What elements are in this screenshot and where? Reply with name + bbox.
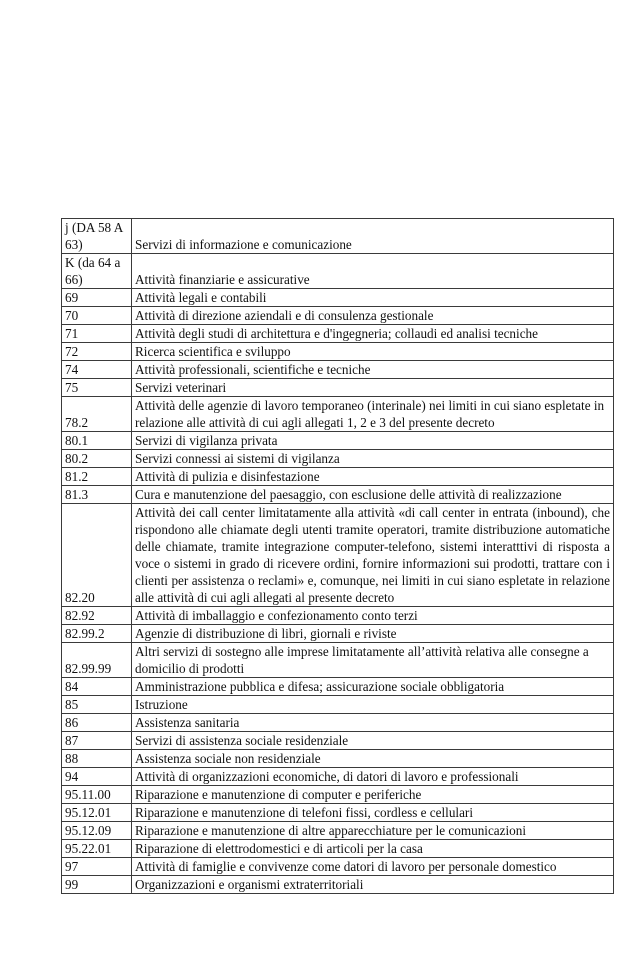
activity-description-cell: Riparazione di elettrodomestici e di articoli per la casa [132, 840, 614, 858]
table-row [62, 625, 614, 643]
activity-description-cell: Attività finanziarie e assicurative [132, 254, 614, 289]
activity-description-cell: Servizi veterinari [132, 379, 614, 397]
activity-description-cell: Cura e manutenzione del paesaggio, con esclusione delle attività di realizzazione [132, 486, 614, 504]
table-row [62, 804, 614, 822]
activity-description-cell: Organizzazioni e organismi extraterritoriali [132, 876, 614, 894]
activity-description-cell: Attività degli studi di architettura e d'ingegneria; collaudi ed analisi tecniche [132, 325, 614, 343]
ateco-code-cell: 72 [62, 343, 132, 361]
ateco-code-cell: 75 [62, 379, 132, 397]
ateco-code-cell: 84 [62, 678, 132, 696]
ateco-code-cell: 85 [62, 696, 132, 714]
ateco-code-cell: 71 [62, 325, 132, 343]
activity-description-cell: Attività di imballaggio e confezionamento conto terzi [132, 607, 614, 625]
table-row [62, 254, 614, 289]
table-row [62, 858, 614, 876]
activity-description-cell: Servizi connessi ai sistemi di vigilanza [132, 450, 614, 468]
activity-description-cell: Attività delle agenzie di lavoro temporaneo (interinale) nei limiti in cui siano espletate in relazione alle attività di cui agli allegati 1, 2 e 3 del presente decreto [132, 397, 614, 432]
activity-description-cell: Riparazione e manutenzione di telefoni fissi, cordless e cellulari [132, 804, 614, 822]
activity-description-cell: Servizi di vigilanza privata [132, 432, 614, 450]
table-row [62, 450, 614, 468]
table-row [62, 361, 614, 379]
ateco-code-cell: j (DA 58 A 63) [62, 219, 132, 254]
ateco-code-cell: 97 [62, 858, 132, 876]
ateco-code-cell: 99 [62, 876, 132, 894]
activity-description-cell: Assistenza sociale non residenziale [132, 750, 614, 768]
table-row [62, 607, 614, 625]
ateco-code-cell: 87 [62, 732, 132, 750]
table-row [62, 876, 614, 894]
ateco-code-cell: 81.2 [62, 468, 132, 486]
activity-description-cell: Servizi di informazione e comunicazione [132, 219, 614, 254]
table-row [62, 325, 614, 343]
ateco-code-cell: 82.92 [62, 607, 132, 625]
activity-description-cell: Altri servizi di sostegno alle imprese limitatamente all’attività relativa alle consegne a domicilio di prodotti [132, 643, 614, 678]
activity-description-cell: Attività dei call center limitatamente alla attività «di call center in entrata (inbound), che rispondono alle chiamate degli utenti tramite operatori, tramite distribuzione automatiche delle chiamate, tramite integrazione computer-telefono, sistemi interatttivi di risposta a voce o sistemi in grado di ricevere ordini, fornire informazioni sui prodotti, trattare con i clienti per assistenza o reclami» e, comunque, nei limiti in cui siano espletate in relazione alle attività di cui agli allegati al presente decreto [132, 504, 614, 607]
table-row [62, 840, 614, 858]
ateco-code-cell: 94 [62, 768, 132, 786]
table-row [62, 768, 614, 786]
table-row [62, 750, 614, 768]
table-row [62, 343, 614, 361]
ateco-code-cell: 82.20 [62, 504, 132, 607]
activity-description-cell: Assistenza sanitaria [132, 714, 614, 732]
ateco-code-cell: 95.11.00 [62, 786, 132, 804]
activity-description-cell: Riparazione e manutenzione di computer e periferiche [132, 786, 614, 804]
ateco-code-cell: 78.2 [62, 397, 132, 432]
table-row [62, 307, 614, 325]
activity-description-cell: Istruzione [132, 696, 614, 714]
ateco-codes-table [61, 218, 614, 894]
table-row [62, 714, 614, 732]
activity-description-cell: Attività di pulizia e disinfestazione [132, 468, 614, 486]
ateco-code-cell: 74 [62, 361, 132, 379]
table-row [62, 678, 614, 696]
activity-description-cell: Attività professionali, scientifiche e tecniche [132, 361, 614, 379]
table-row [62, 732, 614, 750]
table-row [62, 432, 614, 450]
table-row [62, 696, 614, 714]
activity-description-cell: Ricerca scientifica e sviluppo [132, 343, 614, 361]
ateco-code-cell: 69 [62, 289, 132, 307]
table-row [62, 504, 614, 607]
ateco-code-cell: 80.1 [62, 432, 132, 450]
activity-description-cell: Servizi di assistenza sociale residenziale [132, 732, 614, 750]
activity-description-cell: Amministrazione pubblica e difesa; assicurazione sociale obbligatoria [132, 678, 614, 696]
table-row [62, 822, 614, 840]
table-row [62, 486, 614, 504]
table-row [62, 786, 614, 804]
table-row [62, 289, 614, 307]
ateco-code-cell: 80.2 [62, 450, 132, 468]
ateco-code-cell: 82.99.2 [62, 625, 132, 643]
activity-description-cell: Attività di direzione aziendali e di consulenza gestionale [132, 307, 614, 325]
ateco-code-cell: 95.12.01 [62, 804, 132, 822]
ateco-code-cell: 88 [62, 750, 132, 768]
activity-description-cell: Attività di famiglie e convivenze come datori di lavoro per personale domestico [132, 858, 614, 876]
ateco-code-cell: 95.12.09 [62, 822, 132, 840]
activity-description-cell: Riparazione e manutenzione di altre apparecchiature per le comunicazioni [132, 822, 614, 840]
activity-description-cell: Agenzie di distribuzione di libri, giornali e riviste [132, 625, 614, 643]
activity-description-cell: Attività legali e contabili [132, 289, 614, 307]
table-row [62, 468, 614, 486]
ateco-code-cell: 86 [62, 714, 132, 732]
ateco-code-cell: K (da 64 a 66) [62, 254, 132, 289]
ateco-code-cell: 95.22.01 [62, 840, 132, 858]
ateco-code-cell: 82.99.99 [62, 643, 132, 678]
table-row [62, 643, 614, 678]
table-row [62, 397, 614, 432]
table-body [62, 219, 614, 894]
table-row [62, 379, 614, 397]
ateco-code-cell: 81.3 [62, 486, 132, 504]
activity-description-cell: Attività di organizzazioni economiche, di datori di lavoro e professionali [132, 768, 614, 786]
table-row [62, 219, 614, 254]
ateco-code-cell: 70 [62, 307, 132, 325]
